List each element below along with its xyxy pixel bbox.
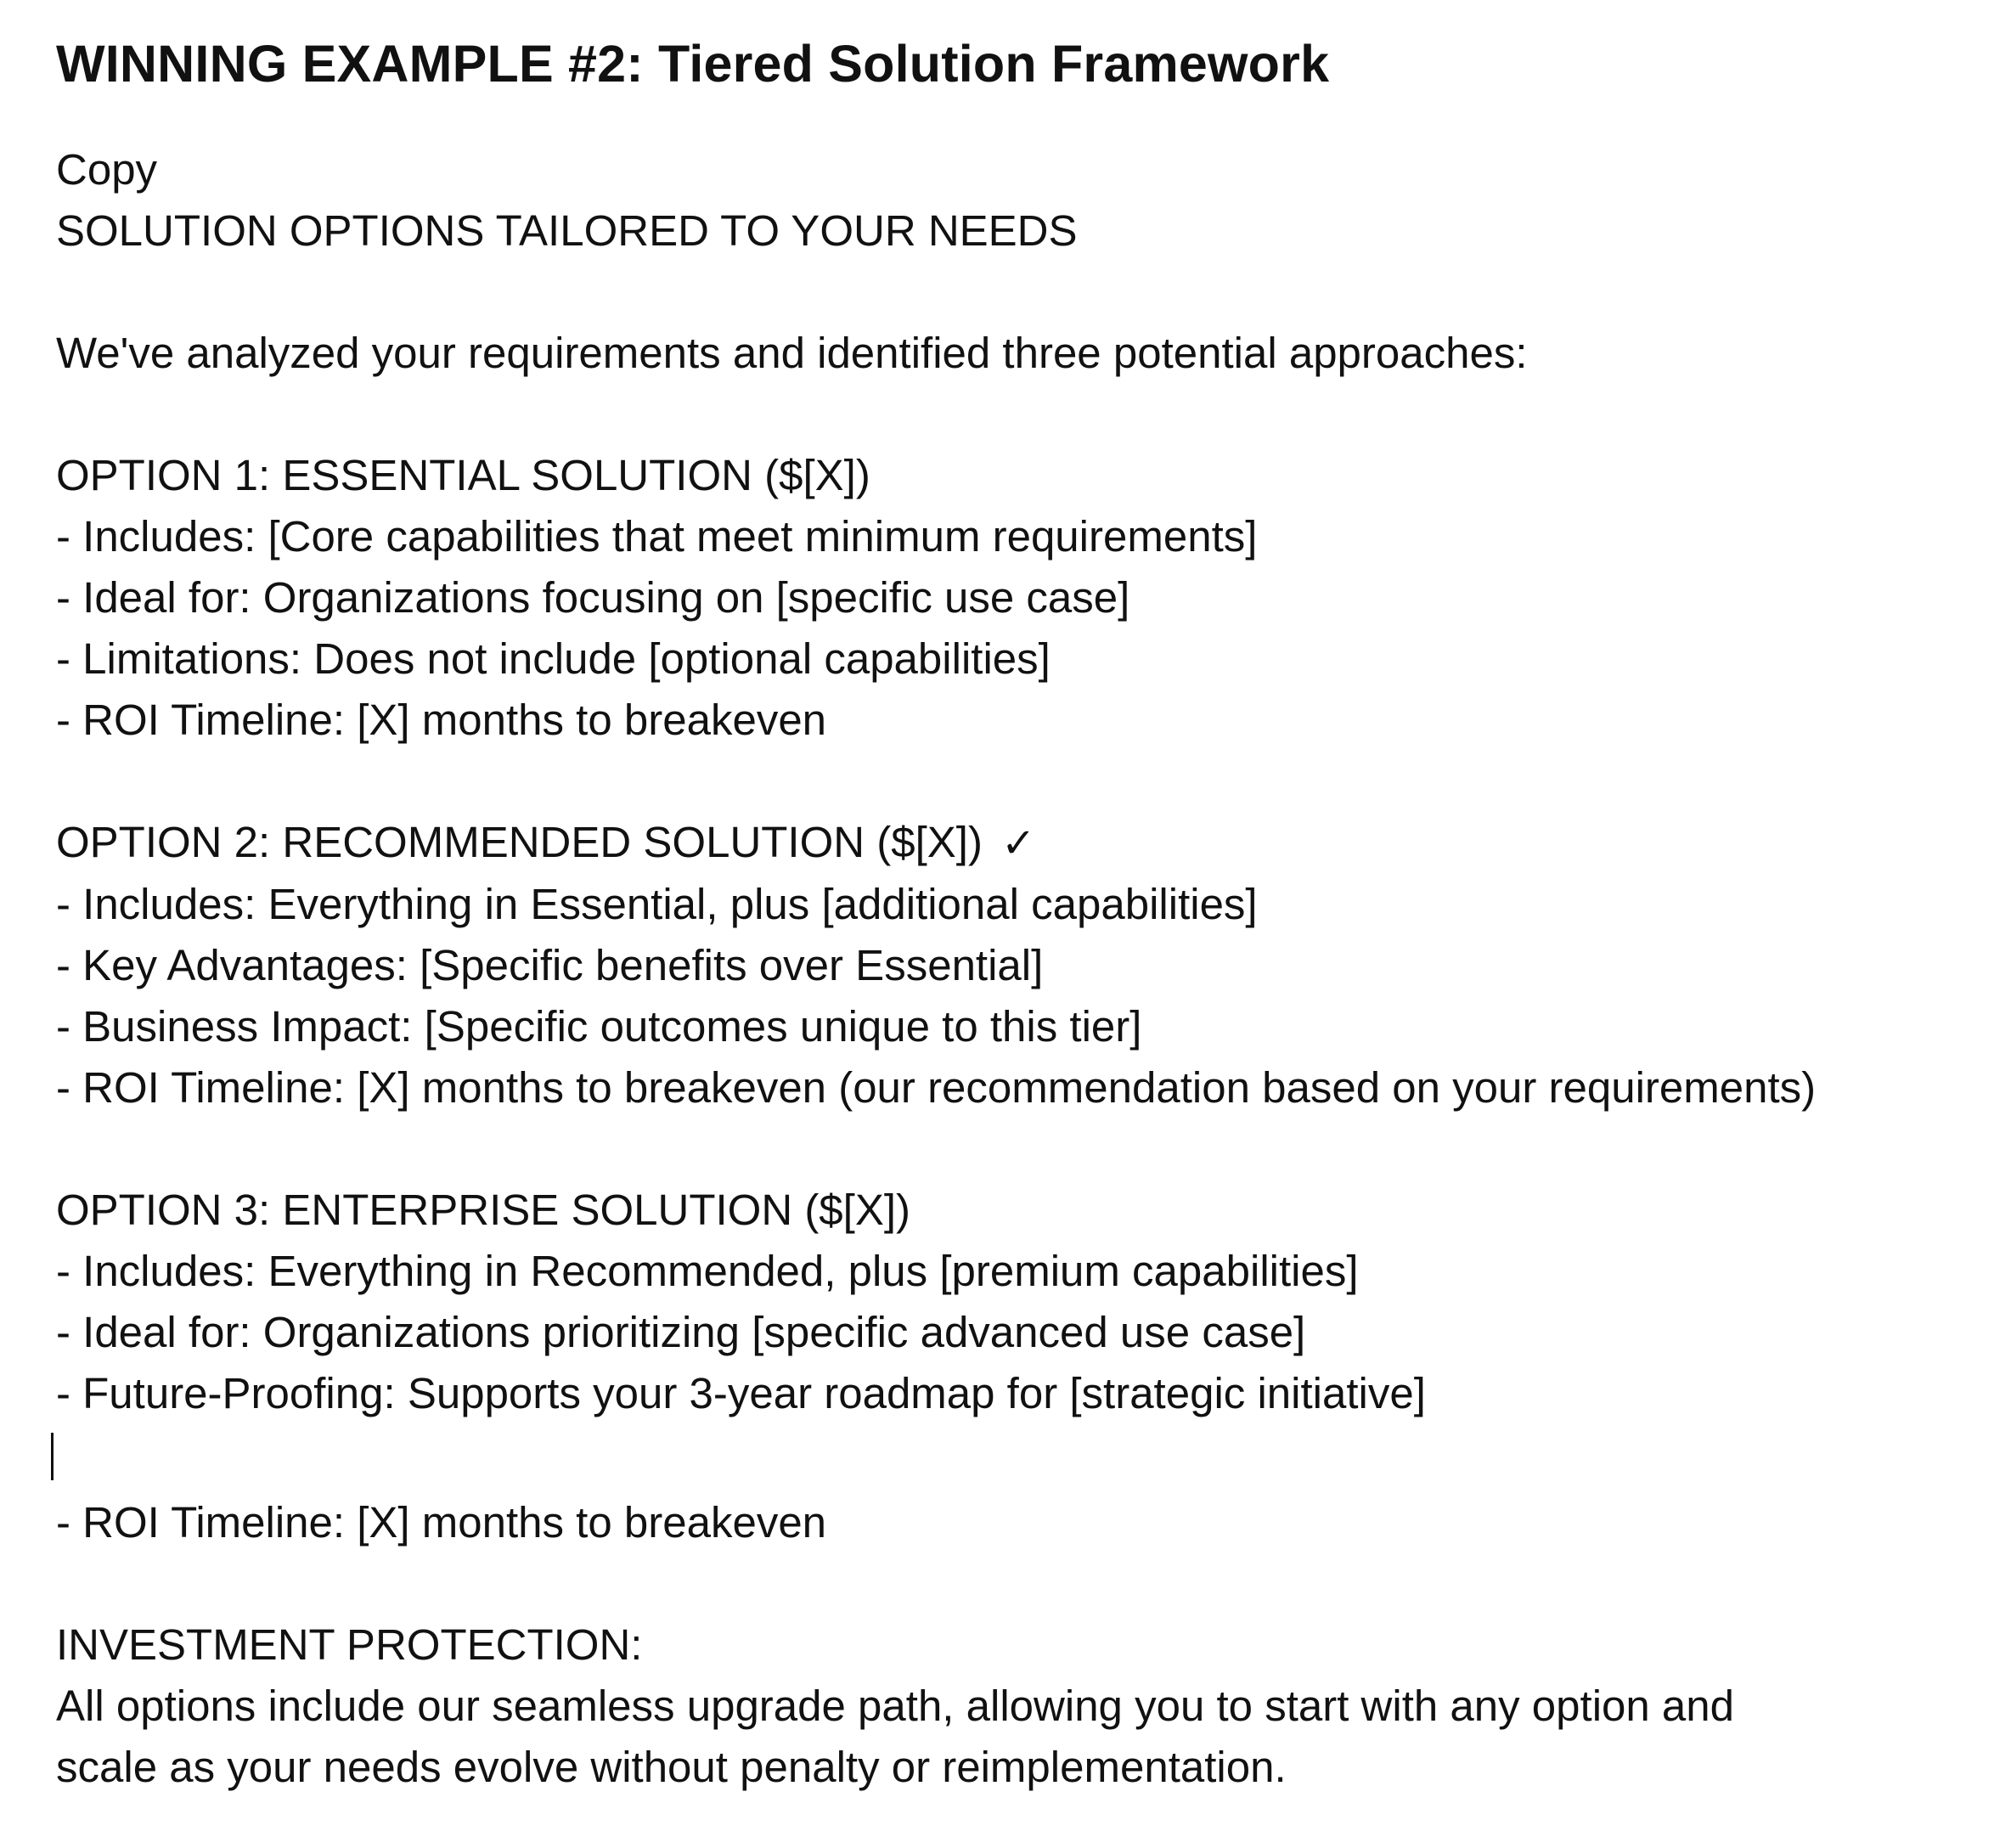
blank-line xyxy=(56,1118,1992,1180)
option-2-item: - Business Impact: [Specific outcomes unique to this tier] xyxy=(56,1002,1142,1051)
document-title: WINNING EXAMPLE #2: Tiered Solution Framework xyxy=(56,35,1330,93)
option-1-heading: OPTION 1: ESSENTIAL SOLUTION ($[X]) xyxy=(56,451,870,499)
option-2-item: - ROI Timeline: [X] months to breakeven (our recommendation based on your requirements) xyxy=(56,1063,1817,1112)
option-1-item: - Limitations: Does not include [optional capabilities] xyxy=(56,634,1051,683)
protection-text-line: All options include our seamless upgrade path, allowing you to start with any option and xyxy=(56,1682,1735,1730)
intro-text: We've analyzed your requirements and identified three potential approaches: xyxy=(56,329,1528,377)
option-2-item: - Key Advantages: [Specific benefits over Essential] xyxy=(56,941,1044,989)
copy-button[interactable]: Copy xyxy=(56,145,158,194)
option-1-item: - Ideal for: Organizations focusing on [specific use case] xyxy=(56,573,1130,622)
option-3-item: - Future-Proofing: Supports your 3-year roadmap for [strategic initiative] xyxy=(56,1369,1426,1417)
option-2-heading: OPTION 2: RECOMMENDED SOLUTION ($[X]) xyxy=(56,818,983,866)
checkmark-icon: ✓ xyxy=(1001,820,1036,867)
editable-blank-line[interactable] xyxy=(56,1424,1992,1485)
option-1-item: - Includes: [Core capabilities that meet minimum requirements] xyxy=(56,512,1258,561)
text-cursor xyxy=(51,1433,54,1480)
protection-text-line: scale as your needs evolve without penalty or reimplementation. xyxy=(56,1743,1287,1791)
spacer xyxy=(56,1485,1992,1492)
option-3-heading: OPTION 3: ENTERPRISE SOLUTION ($[X]) xyxy=(56,1186,911,1234)
option-2-item: - Includes: Everything in Essential, plus [additional capabilities] xyxy=(56,880,1258,928)
blank-line xyxy=(56,384,1992,445)
blank-line xyxy=(56,262,1992,323)
protection-heading: INVESTMENT PROTECTION: xyxy=(56,1620,643,1669)
option-2-heading-row xyxy=(56,812,1992,874)
option-3-item: - ROI Timeline: [X] months to breakeven xyxy=(56,1498,827,1547)
option-1-item: - ROI Timeline: [X] months to breakeven xyxy=(56,696,827,744)
blank-line xyxy=(56,1553,1992,1614)
option-3-item: - Ideal for: Organizations prioritizing [specific advanced use case] xyxy=(56,1308,1306,1356)
blank-line xyxy=(56,751,1992,812)
section-heading: SOLUTION OPTIONS TAILORED TO YOUR NEEDS xyxy=(56,206,1078,255)
document-page xyxy=(56,25,1992,1798)
option-3-item: - Includes: Everything in Recommended, plus [premium capabilities] xyxy=(56,1247,1359,1295)
